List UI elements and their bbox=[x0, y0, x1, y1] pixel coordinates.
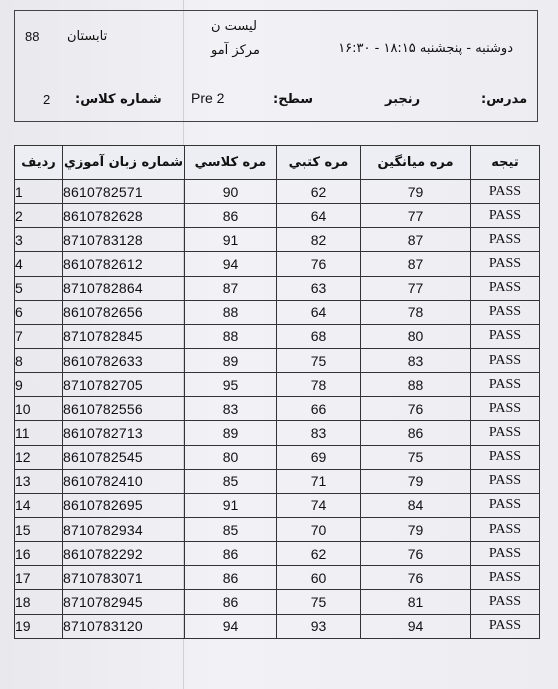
grades-table bbox=[14, 145, 540, 639]
class-score-cell: 80 bbox=[185, 445, 277, 469]
row-number-cell: 7 bbox=[15, 324, 63, 348]
table-row bbox=[15, 445, 540, 469]
written-score-cell: 71 bbox=[277, 469, 361, 493]
row-number-cell: 1 bbox=[15, 180, 63, 204]
class-score-cell: 87 bbox=[185, 276, 277, 300]
written-score-cell: 75 bbox=[277, 348, 361, 372]
grades-table-body bbox=[15, 180, 540, 639]
class-score-cell: 91 bbox=[185, 228, 277, 252]
list-title: لیست ن bbox=[211, 19, 257, 34]
student-id-cell: 8710782705 bbox=[63, 373, 185, 397]
table-header-row bbox=[15, 146, 540, 180]
result-cell: PASS bbox=[471, 348, 540, 372]
class-score-cell: 85 bbox=[185, 517, 277, 541]
written-score-cell: 64 bbox=[277, 300, 361, 324]
student-id-cell: 8710782934 bbox=[63, 517, 185, 541]
written-score-cell: 76 bbox=[277, 252, 361, 276]
student-id-cell: 8610782656 bbox=[63, 300, 185, 324]
written-score-cell: 93 bbox=[277, 614, 361, 638]
table-row bbox=[15, 252, 540, 276]
class-score-cell: 90 bbox=[185, 180, 277, 204]
class-score-cell: 85 bbox=[185, 469, 277, 493]
season-label: تابستان bbox=[67, 29, 108, 44]
table-row bbox=[15, 276, 540, 300]
result-cell: PASS bbox=[471, 276, 540, 300]
col-header-written-score: مره كتبي bbox=[277, 146, 361, 180]
result-cell: PASS bbox=[471, 493, 540, 517]
average-score-cell: 87 bbox=[361, 228, 471, 252]
row-number-cell: 8 bbox=[15, 348, 63, 372]
result-cell: PASS bbox=[471, 180, 540, 204]
class-score-cell: 88 bbox=[185, 300, 277, 324]
average-score-cell: 75 bbox=[361, 445, 471, 469]
student-id-cell: 8610782628 bbox=[63, 204, 185, 228]
student-id-cell: 8610782545 bbox=[63, 445, 185, 469]
average-score-cell: 76 bbox=[361, 397, 471, 421]
row-number-cell: 16 bbox=[15, 542, 63, 566]
row-number-cell: 17 bbox=[15, 566, 63, 590]
table-row bbox=[15, 421, 540, 445]
student-id-cell: 8710783128 bbox=[63, 228, 185, 252]
result-cell: PASS bbox=[471, 228, 540, 252]
table-row bbox=[15, 348, 540, 372]
result-cell: PASS bbox=[471, 517, 540, 541]
written-score-cell: 60 bbox=[277, 566, 361, 590]
written-score-cell: 68 bbox=[277, 324, 361, 348]
result-cell: PASS bbox=[471, 590, 540, 614]
average-score-cell: 80 bbox=[361, 324, 471, 348]
table-row bbox=[15, 469, 540, 493]
class-score-cell: 88 bbox=[185, 324, 277, 348]
col-header-average: مره ميانگين bbox=[361, 146, 471, 180]
row-number-cell: 6 bbox=[15, 300, 63, 324]
average-score-cell: 83 bbox=[361, 348, 471, 372]
row-number-cell: 5 bbox=[15, 276, 63, 300]
table-row bbox=[15, 542, 540, 566]
col-header-row-number: ردیف bbox=[15, 146, 63, 180]
average-score-cell: 81 bbox=[361, 590, 471, 614]
col-header-student-id: شماره زبان آموزي bbox=[63, 146, 185, 180]
result-cell: PASS bbox=[471, 252, 540, 276]
average-score-cell: 77 bbox=[361, 204, 471, 228]
table-row bbox=[15, 324, 540, 348]
table-row bbox=[15, 614, 540, 638]
written-score-cell: 75 bbox=[277, 590, 361, 614]
row-number-cell: 9 bbox=[15, 373, 63, 397]
result-cell: PASS bbox=[471, 469, 540, 493]
written-score-cell: 78 bbox=[277, 373, 361, 397]
written-score-cell: 70 bbox=[277, 517, 361, 541]
class-info-header bbox=[14, 10, 538, 122]
written-score-cell: 62 bbox=[277, 180, 361, 204]
average-score-cell: 87 bbox=[361, 252, 471, 276]
average-score-cell: 84 bbox=[361, 493, 471, 517]
average-score-cell: 78 bbox=[361, 300, 471, 324]
student-id-cell: 8610782612 bbox=[63, 252, 185, 276]
written-score-cell: 64 bbox=[277, 204, 361, 228]
table-row bbox=[15, 300, 540, 324]
written-score-cell: 66 bbox=[277, 397, 361, 421]
row-number-cell: 12 bbox=[15, 445, 63, 469]
class-score-cell: 91 bbox=[185, 493, 277, 517]
row-number-cell: 10 bbox=[15, 397, 63, 421]
average-score-cell: 79 bbox=[361, 517, 471, 541]
row-number-cell: 13 bbox=[15, 469, 63, 493]
row-number-cell: 14 bbox=[15, 493, 63, 517]
student-id-cell: 8610782292 bbox=[63, 542, 185, 566]
student-id-cell: 8710783071 bbox=[63, 566, 185, 590]
table-row bbox=[15, 517, 540, 541]
written-score-cell: 74 bbox=[277, 493, 361, 517]
student-id-cell: 8610782556 bbox=[63, 397, 185, 421]
col-header-result: تيجه bbox=[471, 146, 540, 180]
written-score-cell: 69 bbox=[277, 445, 361, 469]
teacher-label: مدرس: bbox=[481, 92, 528, 107]
result-cell: PASS bbox=[471, 614, 540, 638]
class-score-cell: 86 bbox=[185, 542, 277, 566]
student-id-cell: 8710782945 bbox=[63, 590, 185, 614]
class-score-cell: 86 bbox=[185, 590, 277, 614]
count-value: 88 bbox=[25, 29, 40, 44]
result-cell: PASS bbox=[471, 204, 540, 228]
student-id-cell: 8610782571 bbox=[63, 180, 185, 204]
written-score-cell: 83 bbox=[277, 421, 361, 445]
table-row bbox=[15, 590, 540, 614]
student-id-cell: 8710782864 bbox=[63, 276, 185, 300]
result-cell: PASS bbox=[471, 445, 540, 469]
row-number-cell: 4 bbox=[15, 252, 63, 276]
student-id-cell: 8610782713 bbox=[63, 421, 185, 445]
level-label: سطح: bbox=[273, 92, 314, 107]
student-id-cell: 8710783120 bbox=[63, 614, 185, 638]
center-name: مرکز آمو bbox=[211, 43, 260, 58]
row-number-cell: 11 bbox=[15, 421, 63, 445]
class-score-cell: 89 bbox=[185, 348, 277, 372]
table-row bbox=[15, 228, 540, 252]
class-score-cell: 95 bbox=[185, 373, 277, 397]
row-number-cell: 19 bbox=[15, 614, 63, 638]
class-score-cell: 86 bbox=[185, 204, 277, 228]
class-score-cell: 83 bbox=[185, 397, 277, 421]
row-number-cell: 2 bbox=[15, 204, 63, 228]
result-cell: PASS bbox=[471, 542, 540, 566]
result-cell: PASS bbox=[471, 300, 540, 324]
average-score-cell: 79 bbox=[361, 180, 471, 204]
class-schedule: دوشنبه - پنجشنبه ۱۸:۱۵ - ۱۶:۳۰ bbox=[338, 41, 513, 56]
result-cell: PASS bbox=[471, 566, 540, 590]
class-number-label: شماره کلاس: bbox=[75, 92, 162, 107]
student-id-cell: 8710782845 bbox=[63, 324, 185, 348]
result-cell: PASS bbox=[471, 421, 540, 445]
result-cell: PASS bbox=[471, 373, 540, 397]
student-id-cell: 8610782695 bbox=[63, 493, 185, 517]
col-header-class-score: مره كلاسي bbox=[185, 146, 277, 180]
table-row bbox=[15, 397, 540, 421]
level-value: Pre 2 bbox=[191, 90, 225, 106]
row-number-cell: 15 bbox=[15, 517, 63, 541]
table-row bbox=[15, 180, 540, 204]
written-score-cell: 63 bbox=[277, 276, 361, 300]
class-score-cell: 86 bbox=[185, 566, 277, 590]
table-row bbox=[15, 204, 540, 228]
class-score-cell: 94 bbox=[185, 252, 277, 276]
average-score-cell: 79 bbox=[361, 469, 471, 493]
average-score-cell: 86 bbox=[361, 421, 471, 445]
table-row bbox=[15, 373, 540, 397]
class-score-cell: 94 bbox=[185, 614, 277, 638]
teacher-name: رنجبر bbox=[385, 92, 421, 107]
result-cell: PASS bbox=[471, 397, 540, 421]
average-score-cell: 76 bbox=[361, 566, 471, 590]
written-score-cell: 62 bbox=[277, 542, 361, 566]
row-number-cell: 3 bbox=[15, 228, 63, 252]
average-score-cell: 88 bbox=[361, 373, 471, 397]
table-row bbox=[15, 493, 540, 517]
table-row bbox=[15, 566, 540, 590]
class-number-value: 2 bbox=[43, 92, 51, 107]
result-cell: PASS bbox=[471, 324, 540, 348]
class-score-cell: 89 bbox=[185, 421, 277, 445]
average-score-cell: 77 bbox=[361, 276, 471, 300]
average-score-cell: 94 bbox=[361, 614, 471, 638]
row-number-cell: 18 bbox=[15, 590, 63, 614]
average-score-cell: 76 bbox=[361, 542, 471, 566]
student-id-cell: 8610782633 bbox=[63, 348, 185, 372]
student-id-cell: 8610782410 bbox=[63, 469, 185, 493]
written-score-cell: 82 bbox=[277, 228, 361, 252]
